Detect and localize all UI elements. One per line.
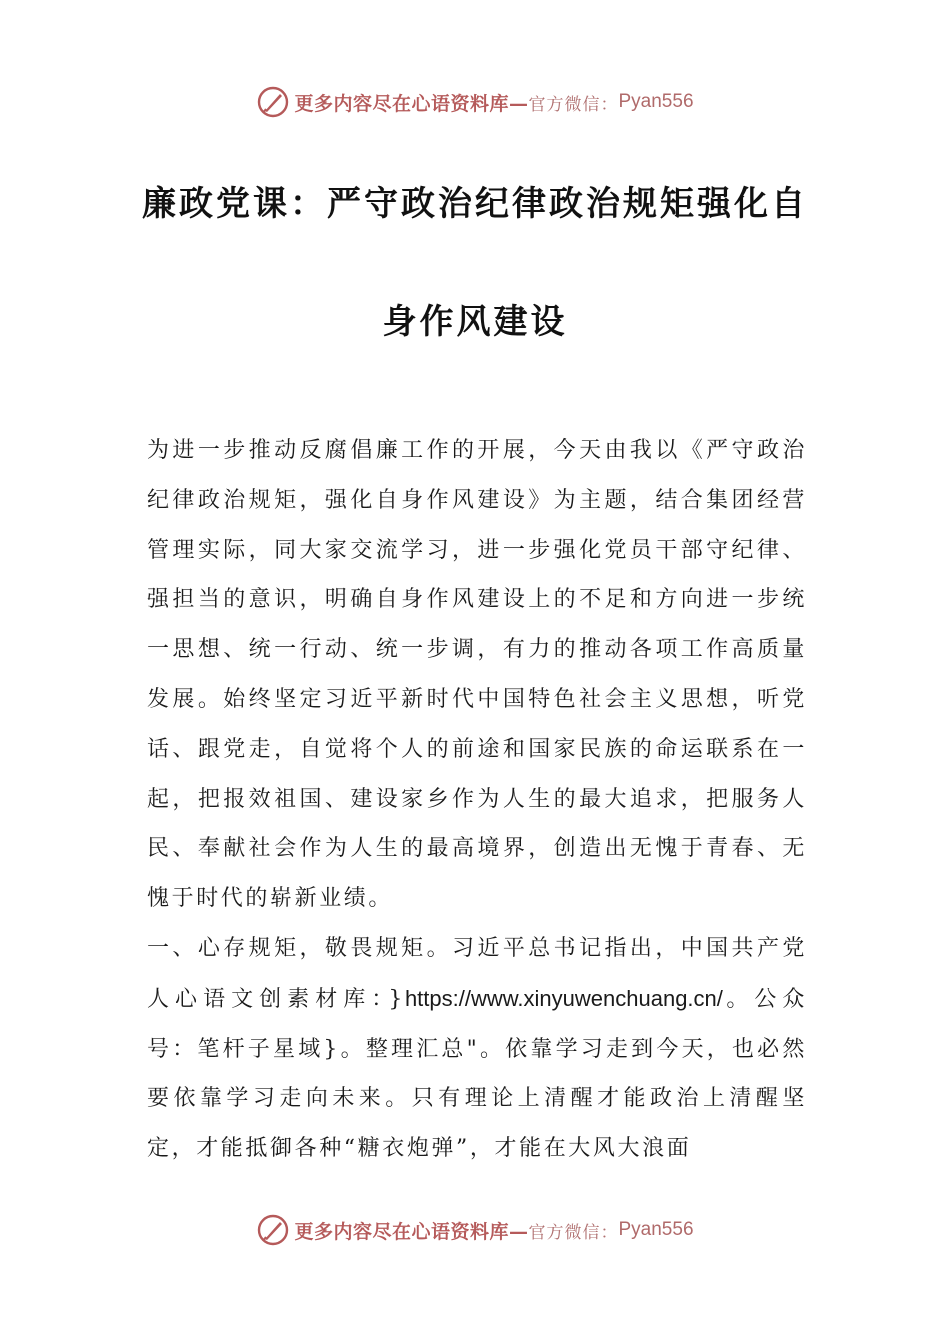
document-body	[147, 426, 807, 1174]
document-title-line-1: 廉政党课：严守政治纪律政治规矩强化自	[142, 184, 808, 224]
banner-wechat-label: 官方微信：	[528, 1222, 619, 1243]
quill-logo-icon	[256, 85, 290, 119]
header-watermark-banner	[0, 82, 950, 122]
banner-promo-text: 更多内容尽在心语资料库—	[294, 1220, 529, 1243]
source-url-text: https://www.xinyuwenchuang.cn/	[404, 985, 723, 1011]
section-one-paragraph	[147, 924, 807, 1174]
banner-promo-text: 更多内容尽在心语资料库—	[294, 92, 529, 115]
banner-wechat-handle: Pyan556	[618, 91, 694, 112]
document-title-line-2: 身作风建设	[382, 302, 568, 342]
quill-logo-icon	[256, 1213, 290, 1247]
footer-watermark-banner	[0, 1210, 950, 1250]
banner-wechat-handle: Pyan556	[618, 1219, 694, 1240]
section-one-text-start: 一、心存规矩，敬畏规矩。习近平总书记指出，中国共产党人心语文创素材库：}	[147, 935, 807, 1012]
intro-paragraph: 为进一步推动反腐倡廉工作的开展，今天由我以《严守政治纪律政治规矩，强化自身作风建设》为主题，结合集团经营管理实际，同大家交流学习，进一步强化党员干部守纪律、强担当的意识，明确自身作风建设上的不足和方向进一步统一思想、统一行动、统一步调，有力的推动各项工作高质量发展。始终坚定习近平新时代中国特色社会主义思想，听党话、跟党走，自觉将个人的前途和国家民族的命运联系在一起，把报效祖国、建设家乡作为人生的最大追求，把服务人民、奉献社会作为人生的最高境界，创造出无愧于青春、无愧于时代的崭新业绩。	[147, 438, 807, 912]
section-one-text-rest: 。公众号：笔杆子星域}。整理汇总"。依靠学习走到今天，也必然要依靠学习走向未来。只有理论上清醒才能政治上清醒坚定，才能抵御各种“糖衣炮弹”，才能在大风大浪面	[147, 986, 807, 1162]
banner-wechat-label: 官方微信：	[528, 94, 619, 115]
